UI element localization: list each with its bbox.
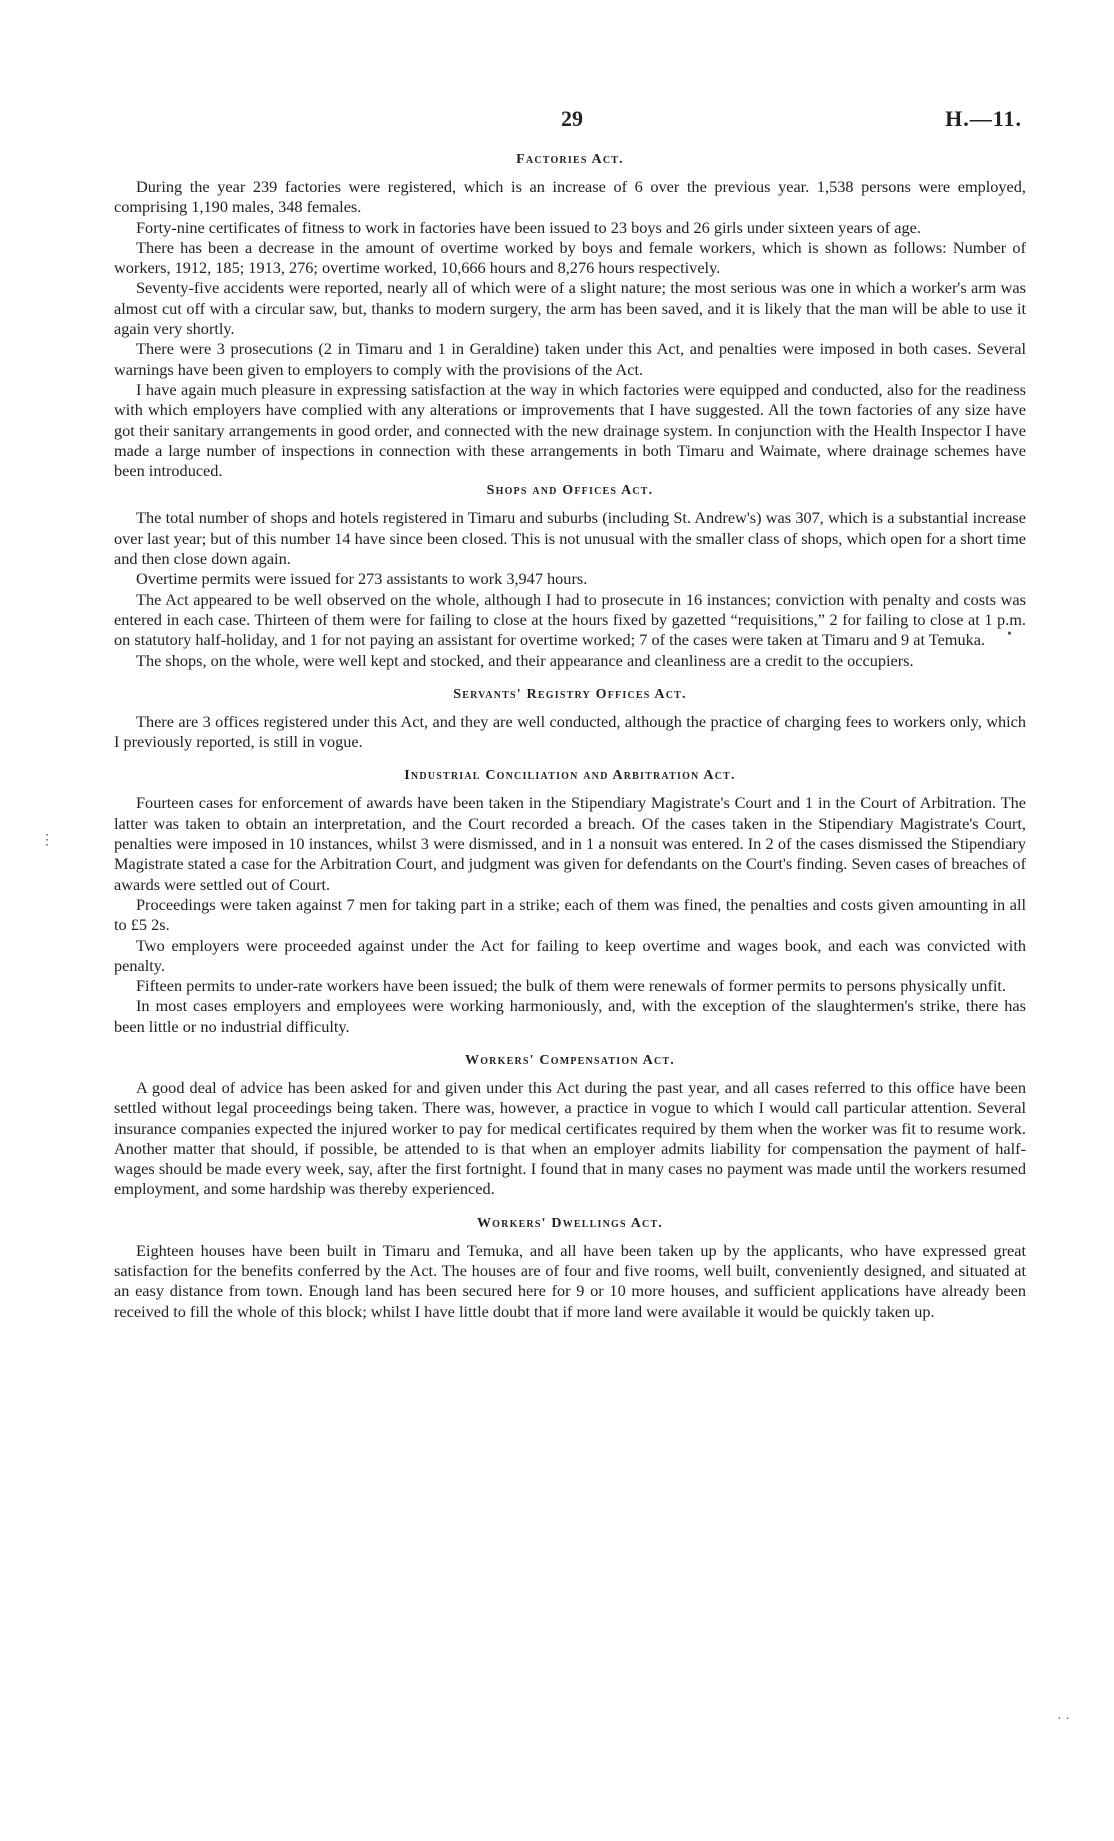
paragraph: The total number of shops and hotels registered in Timaru and suburbs (including St. Andrew's) was 307, which is a substantial increase over last year; but of this number 14 have since been closed. This is not unusual with the smaller class of shops, which open for a short time and then close down again. [114,508,1026,569]
paragraph: Fifteen permits to under-rate workers have been issued; the bulk of them were renewals of former permits to persons physically unfit. [136,976,1007,996]
paragraph: Overtime permits were issued for 273 assistants to work 3,947 hours. [136,569,588,589]
margin-mark: ⋮ [40,833,54,848]
paragraph: The shops, on the whole, were well kept and stocked, and their appearance and cleanliness are a credit to the occupiers. [136,650,914,670]
paragraph: Forty-nine certificates of fitness to work in factories have been issued to 23 boys and 26 girls under sixteen years of age. [136,217,921,237]
paragraph: I have again much pleasure in expressing satisfaction at the way in which factories were equipped and conducted, also for the readiness with which employers have complied with any alterations or improvements that I have suggested. All the town factories of any size have got their sanitary arrangements in good order, and connected with the new drainage system. In conjunction with the Health Inspector I have made a large number of inspections in connection with these arrangements in both Timaru and Waimate, where drainage schemes have been introduced. [114,379,1026,481]
section-workers-compensation-act [114,1051,1026,1200]
paragraph: There has been a decrease in the amount of overtime worked by boys and female workers, which is shown as follows: Number of workers, 1912, 185; 1913, 276; overtime worked, 10,666 hours and 8,276 hours respectively. [114,237,1026,278]
page-header [0,106,1114,130]
page-number: 29 [561,106,583,131]
paragraph: During the year 239 factories were registered, which is an increase of 6 over the previous year. 1,538 persons were employed, comprising 1,190 males, 348 females. [114,177,1026,217]
section-heading: Industrial Conciliation and Arbitration Act. [404,768,736,784]
paragraph: A good deal of advice has been asked for and given under this Act during the past year, and all cases referred to this office have been settled without legal proceedings being taken. There was, however, a practice in vogue to which I would call particular attention. Several insurance companies expected the injured worker to pay for medical certificates required by them when the worker was fit to resume work. Another matter that should, if possible, be attended to is that when an employer admits liability for compensation the payment of half-wages should be made every week, say, after the first fortnight. I found that in many cases no payment was made until the workers resumed employment, and some hardship was thereby experienced. [114,1077,1026,1199]
paragraph: There are 3 offices registered under this Act, and they are well conducted, although the practice of charging fees to workers only, which I previously reported, is still in vogue. [114,711,1026,752]
paragraph: There were 3 prosecutions (2 in Timaru and 1 in Geraldine) taken under this Act, and penalties were imposed in both cases. Several warnings have been given to employers to comply with the provisions of the Act. [114,339,1026,379]
section-heading: Shops and Offices Act. [486,483,654,499]
paragraph: The Act appeared to be well observed on the whole, although I had to prosecute in 16 instances; conviction with penalty and costs was entered in each case. Thirteen of them were for failing to close at the hours fixed by gazetted “requisitions,” 2 for failing to close at 1 p.m. on statutory half-holiday, and 1 for not paying an assistant for overtime worked; 7 of the cases were taken at Timaru and 9 at Temuka. [114,589,1026,650]
report-code: H.—11. [945,106,1022,131]
paragraph: In most cases employers and employees were working harmoniously, and, with the exception of the slaughtermen's strike, there has been little or no industrial difficulty. [114,996,1026,1036]
paragraph: Proceedings were taken against 7 men for taking part in a strike; each of them was fined, the penalties and costs given amounting in all to £5 2s. [114,894,1026,935]
paragraph: Two employers were proceeded against under the Act for failing to keep overtime and wages book, and each was convicted with penalty. [114,935,1026,975]
section-industrial-conciliation-and-arbitration-act [114,766,1026,1037]
section-factories-act [114,150,1026,481]
section-shops-and-offices-act [114,481,1026,670]
margin-dots: · · [1057,1712,1070,1727]
section-heading: Servants' Registry Offices Act. [453,686,687,702]
section-servants-registry-offices-act [114,685,1026,753]
body-content [114,150,1026,1322]
section-heading: Workers' Compensation Act. [465,1052,675,1068]
stray-dot-mark: • [1007,627,1012,642]
paragraph: Fourteen cases for enforcement of awards have been taken in the Stipendiary Magistrate's Court and 1 in the Court of Arbitration. The latter was taken to obtain an interpretation, and the Court recorded a breach. Of the cases taken in the Stipendiary Magistrate's Court, penalties were imposed in 10 instances, whilst 3 were dismissed, and in 1 a nonsuit was entered. In 2 of the cases dismissed the Stipendiary Magistrate stated a case for the Arbitration Court, and judgment was given for defendants on the Court's finding. Seven cases of breaches of awards were settled out of Court. [114,793,1026,894]
section-heading: Factories Act. [516,152,624,167]
paragraph: Eighteen houses have been built in Timaru and Temuka, and all have been taken up by the applicants, who have expressed great satisfaction for the benefits conferred by the Act. The houses are of four and five rooms, well built, conveniently designed, and situated at an easy distance from town. Enough land has been secured here for 9 or 10 more houses, and sufficient applications have already been received to fill the whole of this block; whilst I have little doubt that if more land were available it would be quickly taken up. [114,1240,1026,1321]
paragraph: Seventy-five accidents were reported, nearly all of which were of a slight nature; the most serious was one in which a worker's arm was almost cut off with a circular saw, but, thanks to modern surgery, the arm has been saved, and it is likely that the man will be able to use it again very shortly. [114,278,1026,339]
section-heading: Workers' Dwellings Act. [476,1215,664,1231]
section-workers-dwellings-act [114,1214,1026,1322]
